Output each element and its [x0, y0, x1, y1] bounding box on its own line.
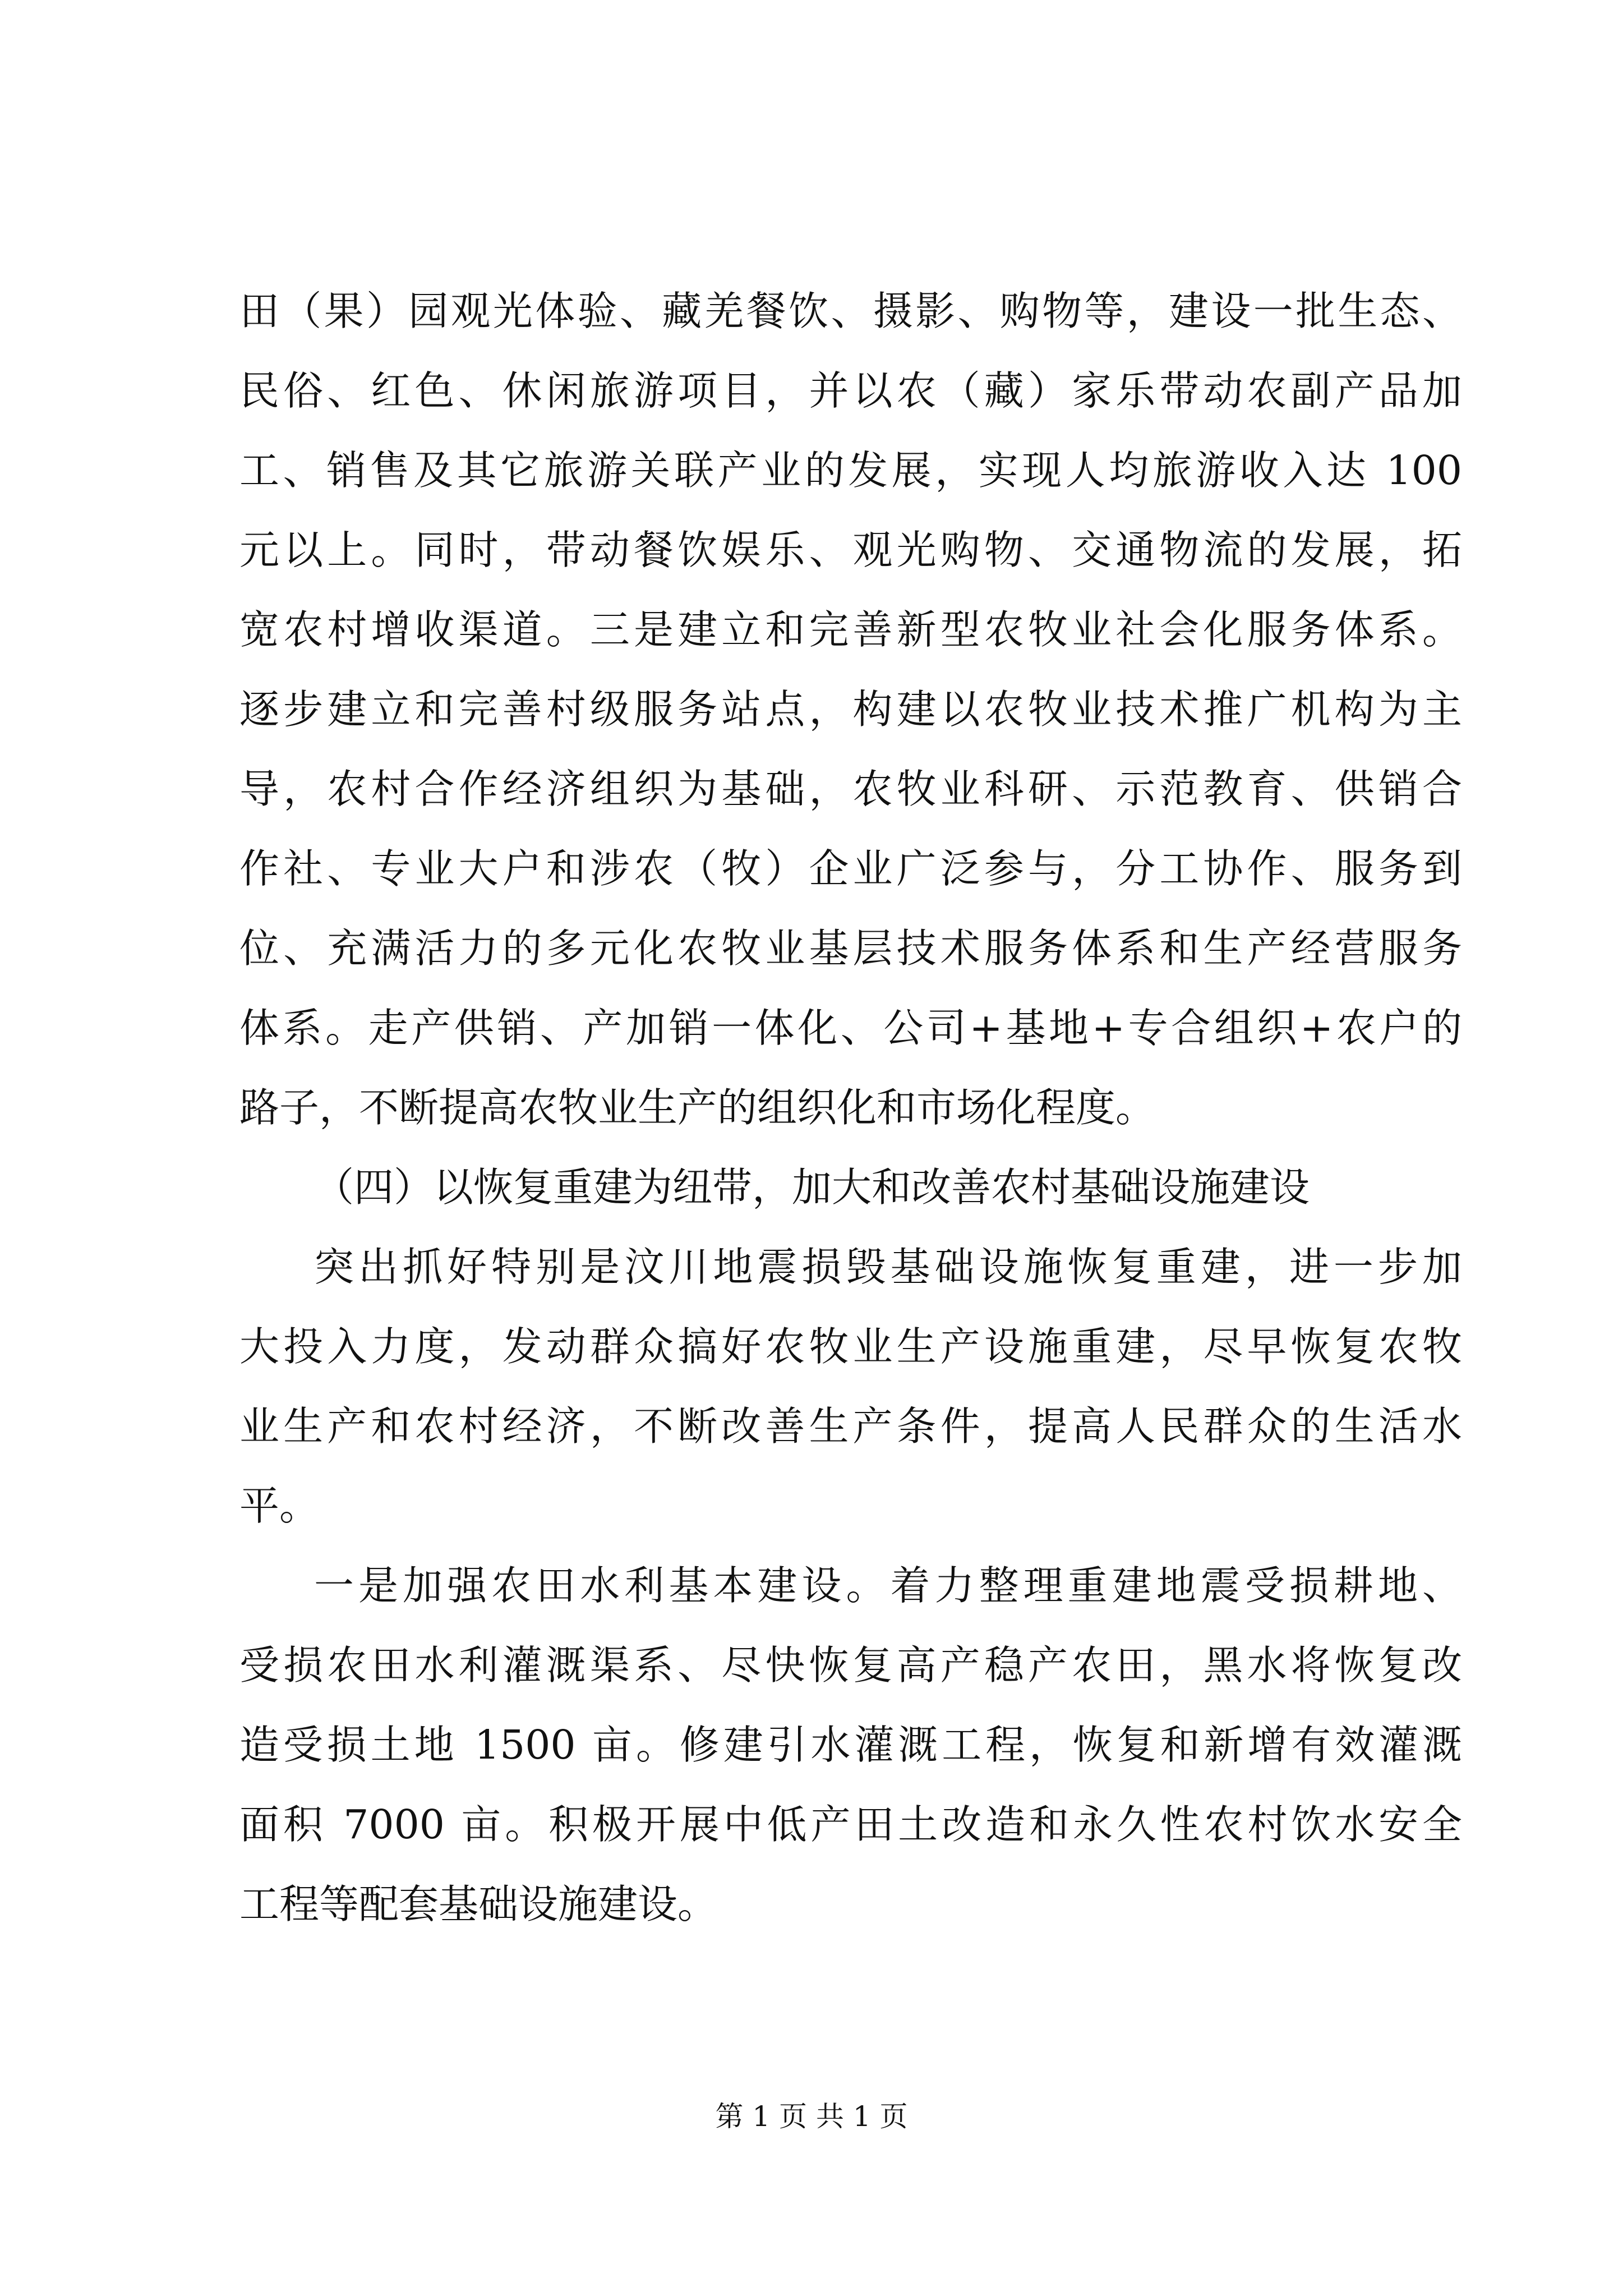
text-line-18: 受损农田水利灌溉渠系、尽快恢复高产稳产农田，黑水将恢复改 — [239, 1642, 1462, 1688]
text-line-9: 位、充满活力的多元化农牧业基层技术服务体系和生产经营服务 — [239, 925, 1462, 972]
text-line-2: 民俗、红色、休闲旅游项目，并以农（藏）家乐带动农副产品加 — [239, 367, 1462, 414]
text-line-20: 面积 7000 亩。积极开展中低产田土改造和永久性农村饮水安全 — [239, 1801, 1462, 1848]
text-line-21: 工程等配套基础设施建设。 — [239, 1881, 718, 1927]
text-line-4: 元以上。同时，带动餐饮娱乐、观光购物、交通物流的发展，拓 — [239, 527, 1462, 573]
text-line-1: 田（果）园观光体验、藏羌餐饮、摄影、购物等，建设一批生态、 — [239, 288, 1462, 334]
text-line-8: 作社、专业大户和涉农（牧）企业广泛参与，分工协作、服务到 — [239, 845, 1462, 892]
text-line-11: 路子，不断提高农牧业生产的组织化和市场化程度。 — [239, 1084, 1156, 1131]
text-line-13: 突出抓好特别是汶川地震损毁基础设施恢复重建，进一步加 — [314, 1244, 1462, 1290]
text-line-7: 导，农村合作经济组织为基础，农牧业科研、示范教育、供销合 — [239, 766, 1462, 812]
text-line-15: 业生产和农村经济，不断改善生产条件，提高人民群众的生活水 — [239, 1403, 1462, 1450]
section-heading: （四）以恢复重建为纽带，加大和改善农村基础设施建设 — [314, 1164, 1310, 1211]
text-line-10: 体系。走产供销、产加销一体化、公司+基地+专合组织+农户的 — [239, 1005, 1462, 1051]
text-line-19: 造受损土地 1500 亩。修建引水灌溉工程，恢复和新增有效灌溉 — [239, 1722, 1462, 1768]
text-line-16: 平。 — [239, 1483, 320, 1529]
text-line-5: 宽农村增收渠道。三是建立和完善新型农牧业社会化服务体系。 — [239, 606, 1462, 653]
text-line-14: 大投入力度，发动群众搞好农牧业生产设施重建，尽早恢复农牧 — [239, 1323, 1462, 1370]
text-line-6: 逐步建立和完善村级服务站点，构建以农牧业技术推广机构为主 — [239, 686, 1462, 733]
page-number-footer: 第 1 页 共 1 页 — [715, 2100, 908, 2133]
text-line-17: 一是加强农田水利基本建设。着力整理重建地震受损耕地、 — [314, 1562, 1462, 1609]
text-line-3: 工、销售及其它旅游关联产业的发展，实现人均旅游收入达 100 — [239, 447, 1462, 494]
